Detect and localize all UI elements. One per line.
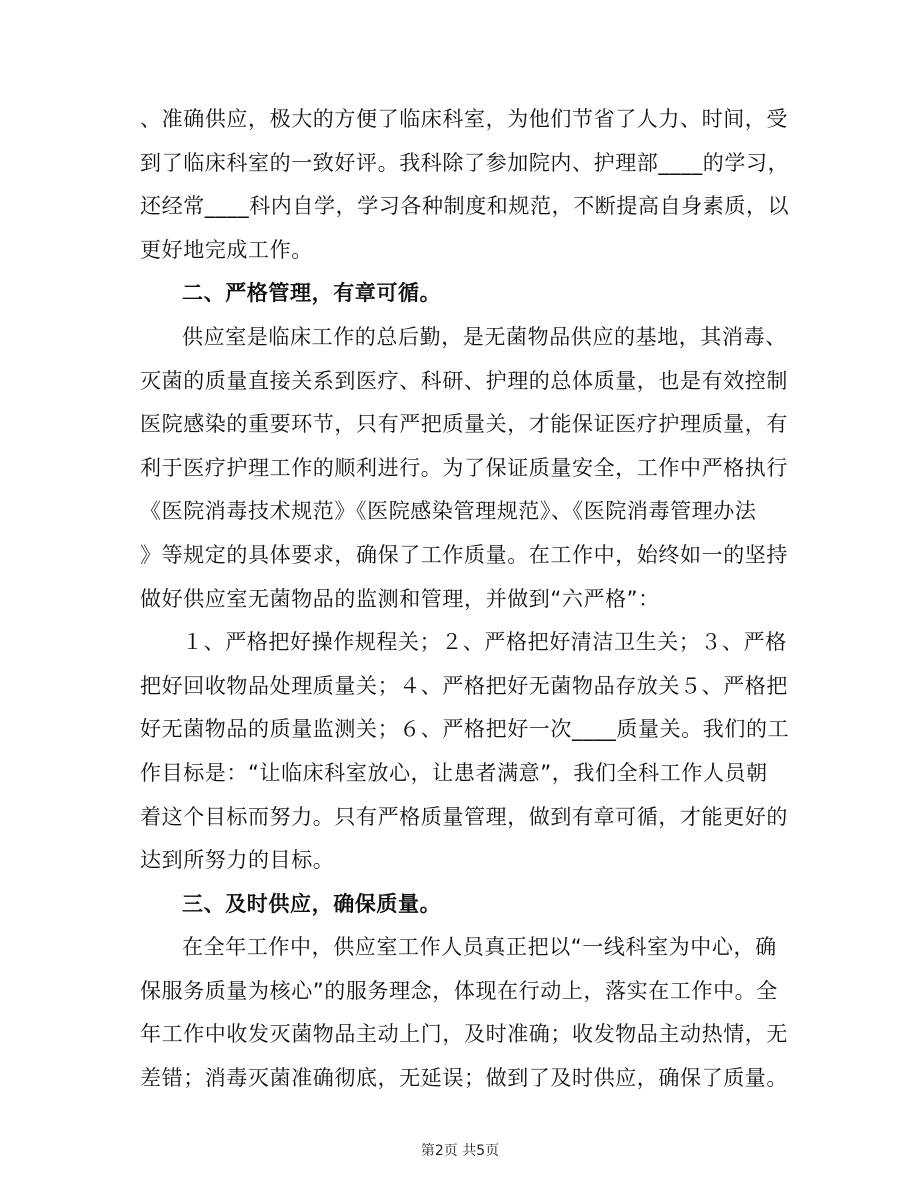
text-line: 在全年工作中，供应室工作人员真正把以“一线科室为中心，确 <box>182 935 777 960</box>
text-line: 》等规定的具体要求，确保了工作质量。在工作中，始终如一的坚持 <box>140 542 788 567</box>
text-line: 《医院消毒技术规范》《医院感染管理规范》、《医院消毒管理办法 <box>140 499 757 524</box>
text-line: 好无菌物品的质量监测关；６、严格把好一次____质量关。我们的工 <box>140 717 790 742</box>
text-line: 灭菌的质量直接关系到医疗、科研、护理的总体质量，也是有效控制 <box>140 368 788 393</box>
paragraph <box>140 621 790 883</box>
text-line: 差错；消毒灭菌准确彻底，无延误；做到了及时供应，确保了质量。 <box>140 1066 788 1091</box>
text-line: 达到所努力的目标。 <box>140 848 335 873</box>
text-line: 作目标是：“让临床科室放心，让患者满意”，我们全科工作人员朝 <box>140 760 768 785</box>
text-line: 做好供应室无菌物品的监测和管理，并做到“六严格”： <box>140 586 660 611</box>
text-line: 着这个目标而努力。只有严格质量管理，做到有章可循，才能更好的 <box>140 804 788 829</box>
text-line: 供应室是临床工作的总后勤，是无菌物品供应的基地，其消毒、 <box>182 324 787 349</box>
page-number-footer: 第2页 共5页 <box>420 1143 500 1159</box>
section-heading: 二、严格管理，有章可循。 <box>182 281 442 306</box>
text-line: １、严格把好操作规程关；２、严格把好清洁卫生关；３、严格 <box>182 630 787 655</box>
text-line: 、准确供应，极大的方便了临床科室，为他们节省了人力、时间，受 <box>140 107 788 131</box>
section-heading: 三、及时供应，确保质量。 <box>182 891 442 916</box>
text-line: 年工作中收发灭菌物品主动上门，及时准确；收发物品主动热情，无 <box>140 1022 788 1047</box>
paragraph <box>140 98 790 272</box>
text-line: 更好地完成工作。 <box>140 237 313 262</box>
text-line: 医院感染的重要环节，只有严把质量关，才能保证医疗护理质量，有 <box>140 412 788 437</box>
text-line: 利于医疗护理工作的顺利进行。为了保证质量安全，工作中严格执行 <box>140 455 788 480</box>
text-line: 到了临床科室的一致好评。我科除了参加院内、护理部____的学习， <box>140 150 790 175</box>
text-line: 把好回收物品处理质量关；４、严格把好无菌物品存放关５、严格把 <box>140 673 788 698</box>
paragraph <box>140 926 788 1100</box>
paragraph <box>140 316 788 621</box>
text-line: 还经常____科内自学，学习各种制度和规范，不断提高自身素质，以 <box>140 194 790 219</box>
document-body <box>140 98 790 1101</box>
text-line: 保服务质量为核心”的服务理念，体现在行动上，落实在工作中。全 <box>140 978 778 1003</box>
